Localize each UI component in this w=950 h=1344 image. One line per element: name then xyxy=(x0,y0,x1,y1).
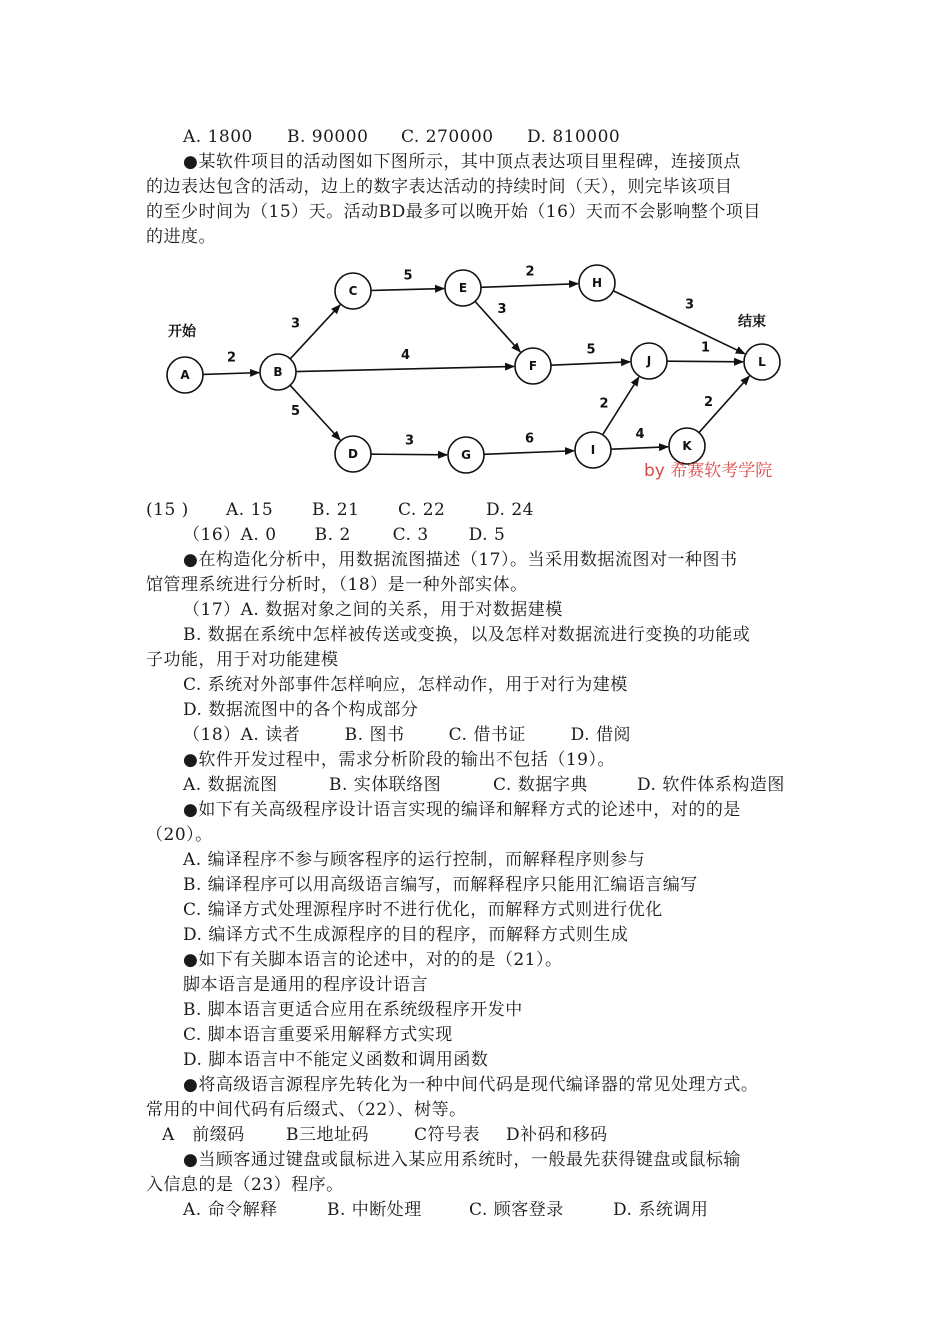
q21-stem: ●如下有关脚本语言的论述中，对的的是（21）。 xyxy=(183,950,563,970)
edge-b-f xyxy=(296,366,514,371)
q16-option-c: C. 3 xyxy=(392,525,429,545)
edge-j-l xyxy=(667,361,743,362)
node-label-j: J xyxy=(646,354,652,368)
q15-option-c: C. 22 xyxy=(398,500,446,520)
edge-c-e xyxy=(371,289,444,291)
edge-g-i xyxy=(484,451,574,455)
q14-options xyxy=(183,125,620,149)
q19-option-c: C. 数据字典 xyxy=(493,775,588,795)
q20-option-a: A. 编译程序不参与顾客程序的运行控制，而解释程序则参与 xyxy=(183,850,646,870)
edge-h-l xyxy=(613,291,745,354)
q23-stem-line-2: 入信息的是（23）程序。 xyxy=(146,1175,344,1195)
node-label-f: F xyxy=(528,359,538,373)
q15-stem-line-1: ●某软件项目的活动图如下图所示，其中顶点表达项目里程碑，连接顶点 xyxy=(183,152,741,172)
q18-option-a: A. 读者 xyxy=(240,725,301,745)
q19-options xyxy=(183,773,785,797)
edge-e-h xyxy=(481,284,578,288)
q16-answer-label: （16） xyxy=(183,525,241,545)
q20-option-c: C. 编译方式处理源程序时不进行优化，而解释方式则进行优化 xyxy=(183,900,663,920)
q15-stem-line-2: 的边表达包含的活动，边上的数字表达活动的持续时间（天），则完毕该项目 xyxy=(146,177,733,197)
end-label: 结束 xyxy=(738,314,766,330)
q20-stem-line-2: （20）。 xyxy=(146,825,213,845)
node-label-c: C xyxy=(348,284,358,298)
edge-weight-d-g: 3 xyxy=(404,433,415,449)
node-label-k: K xyxy=(682,439,692,453)
edge-weight-e-f: 3 xyxy=(497,302,507,317)
q23-option-a: A. 命令解释 xyxy=(183,1200,278,1220)
q15-stem-line-3: 的至少时间为（15）天。活动BD最多可以晚开始（16）天而不会影响整个项目 xyxy=(146,202,761,222)
q18-option-c: C. 借书证 xyxy=(448,725,526,745)
edge-weight-b-f: 4 xyxy=(400,348,411,363)
edge-a-b xyxy=(203,373,259,375)
watermark: by 希赛软考学院 xyxy=(644,461,773,481)
q20-option-b: B. 编译程序可以用高级语言编写，而解释程序只能用汇编语言编写 xyxy=(183,875,698,895)
edge-weight-e-h: 2 xyxy=(525,264,535,280)
edge-weight-g-i: 6 xyxy=(524,431,535,447)
q16-option-d: D. 5 xyxy=(468,525,506,545)
node-label-l: L xyxy=(758,355,766,369)
edge-weight-k-l: 2 xyxy=(703,395,714,410)
q22-option-c: C符号表 xyxy=(414,1125,481,1145)
q18-answers xyxy=(183,723,631,747)
start-label: 开始 xyxy=(168,324,196,340)
node-label-h: H xyxy=(591,276,603,290)
q19-option-b: B. 实体联络图 xyxy=(329,775,442,795)
q22-option-d: D补码和移码 xyxy=(506,1125,608,1145)
q17-stem-line-2: 馆管理系统进行分析时，（18）是一种外部实体。 xyxy=(146,575,528,595)
node-label-a: A xyxy=(180,368,190,382)
q17-option-d: D. 数据流图中的各个构成部分 xyxy=(183,700,419,720)
q14-option-d: D. 810000 xyxy=(527,127,621,147)
q17-option-a: （17）A. 数据对象之间的关系，用于对数据建模 xyxy=(183,600,563,620)
q19-option-d: D. 软件体系构造图 xyxy=(637,775,785,795)
q15-option-a: A. 15 xyxy=(226,500,274,520)
edge-weight-j-l: 1 xyxy=(700,340,711,356)
q20-stem-line-1: ●如下有关高级程序设计语言实现的编译和解释方式的论述中，对的的是 xyxy=(183,800,741,820)
q19-stem: ●软件开发过程中，需求分析阶段的输出不包括（19）。 xyxy=(183,750,615,770)
q15-option-b: B. 21 xyxy=(312,500,360,520)
q15-stem-line-4: 的进度。 xyxy=(146,227,216,247)
edge-d-g xyxy=(371,454,447,455)
q21-option-d: D. 脚本语言中不能定义函数和调用函数 xyxy=(183,1050,489,1070)
q14-option-c: C. 270000 xyxy=(401,127,494,147)
q18-option-b: B. 图书 xyxy=(344,725,405,745)
q22-stem-line-2: 常用的中间代码有后缀式、（22）、树等。 xyxy=(146,1100,467,1120)
q19-option-a: A. 数据流图 xyxy=(183,775,278,795)
q16-option-b: B. 2 xyxy=(314,525,351,545)
q17-option-c: C. 系统对外部事件怎样响应，怎样动作，用于对行为建模 xyxy=(183,675,628,695)
q16-option-a: A. 0 xyxy=(240,525,277,545)
q14-option-a: A. 1800 xyxy=(183,127,253,147)
q17-stem-line-1: ●在构造化分析中，用数据流图描述（17）。当采用数据流图对一种图书 xyxy=(183,550,738,570)
edge-b-c xyxy=(290,305,340,359)
edge-weight-i-j: 2 xyxy=(599,396,609,412)
node-label-i: I xyxy=(590,443,596,457)
q23-option-c: C. 顾客登录 xyxy=(469,1200,564,1220)
edge-weight-i-k: 4 xyxy=(635,427,645,442)
q23-options xyxy=(183,1198,708,1222)
edge-weight-b-d: 5 xyxy=(290,404,301,419)
q17-option-b-line-2: 子功能，用于对功能建模 xyxy=(146,650,339,670)
node-label-e: E xyxy=(458,281,468,295)
activity-network-diagram xyxy=(160,258,810,488)
edge-weight-h-l: 3 xyxy=(684,297,695,313)
q23-option-d: D. 系统调用 xyxy=(613,1200,709,1220)
edge-f-j xyxy=(551,362,630,365)
q15-answers xyxy=(146,498,534,522)
q14-option-b: B. 90000 xyxy=(287,127,369,147)
edge-weight-b-c: 3 xyxy=(290,316,301,332)
q22-option-a: A 前缀码 xyxy=(162,1125,245,1145)
edge-weight-f-j: 5 xyxy=(586,342,596,358)
q21-option-b: B. 脚本语言更适合应用在系统级程序开发中 xyxy=(183,1000,523,1020)
edge-i-k xyxy=(611,447,668,449)
q22-options xyxy=(162,1123,608,1147)
q21-option-c: C. 脚本语言重要采用解释方式实现 xyxy=(183,1025,453,1045)
edge-weight-c-e: 5 xyxy=(403,268,413,284)
q23-option-b: B. 中断处理 xyxy=(327,1200,422,1220)
q21-option-a: 脚本语言是通用的程序设计语言 xyxy=(183,975,428,995)
edge-weight-a-b: 2 xyxy=(226,350,237,366)
q22-stem-line-1: ●将高级语言源程序先转化为一种中间代码是现代编译器的常见处理方式。 xyxy=(183,1075,759,1095)
q15-option-d: D. 24 xyxy=(486,500,534,520)
q18-option-d: D. 借阅 xyxy=(570,725,631,745)
q20-option-d: D. 编译方式不生成源程序的目的程序，而解释方式则生成 xyxy=(183,925,629,945)
q17-option-b-line-1: B. 数据在系统中怎样被传送或变换，以及怎样对数据流进行变换的功能或 xyxy=(183,625,751,645)
q22-option-b: B三地址码 xyxy=(286,1125,369,1145)
q18-answer-label: （18） xyxy=(183,725,241,745)
q23-stem-line-1: ●当顾客通过键盘或鼠标进入某应用系统时，一般最先获得键盘或鼠标输 xyxy=(183,1150,741,1170)
node-label-d: D xyxy=(348,447,358,461)
q16-answers xyxy=(183,523,505,547)
q15-answer-label: (15 ) xyxy=(146,500,189,520)
node-label-b: B xyxy=(273,365,283,379)
node-label-g: G xyxy=(461,448,471,462)
